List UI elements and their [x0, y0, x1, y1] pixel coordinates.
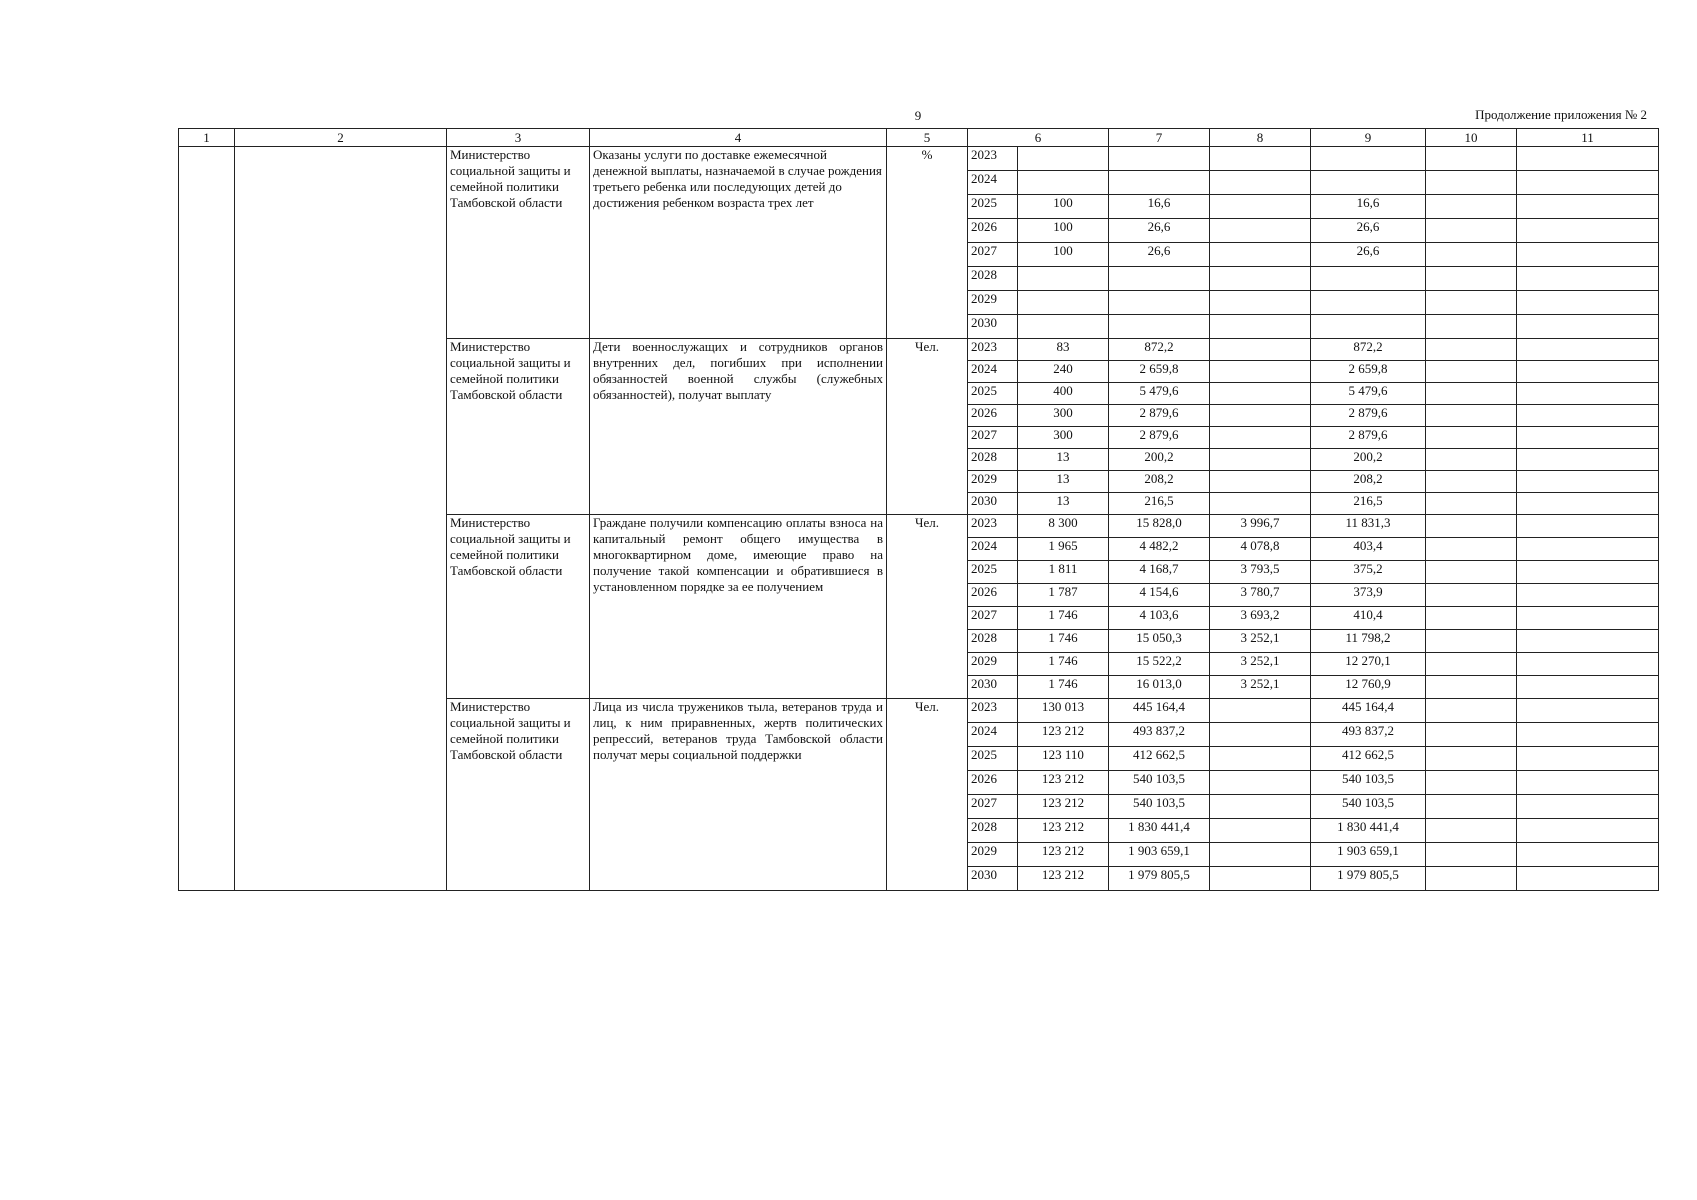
total-funding-cell: 4 482,2	[1109, 538, 1210, 561]
year-cell: 2030	[968, 676, 1018, 699]
federal-budget-cell: 3 252,1	[1210, 630, 1311, 653]
total-funding-cell: 1 830 441,4	[1109, 819, 1210, 843]
regional-budget-cell: 540 103,5	[1311, 795, 1426, 819]
col-11-cell	[1517, 630, 1659, 653]
unit-of-measure: %	[887, 147, 968, 339]
col-11-cell	[1517, 747, 1659, 771]
col-10-cell	[1426, 243, 1517, 267]
col-10-cell	[1426, 819, 1517, 843]
total-funding-cell: 2 879,6	[1109, 405, 1210, 427]
col-10-cell	[1426, 147, 1517, 171]
federal-budget-cell	[1210, 449, 1311, 471]
col-10-cell	[1426, 449, 1517, 471]
col-11-cell	[1517, 561, 1659, 584]
indicator-description: Дети военнослужащих и сотрудников органов внутренних дел, погибших при исполнении обязанностей военной службы (служебных обязанностей), получат выплату	[590, 339, 887, 515]
year-cell: 2026	[968, 771, 1018, 795]
responsible-org: Министерство социальной защиты и семейной политики Тамбовской области	[447, 147, 590, 339]
total-funding-cell: 16 013,0	[1109, 676, 1210, 699]
indicator-value-cell: 123 212	[1018, 819, 1109, 843]
col-11-cell	[1517, 383, 1659, 405]
year-cell: 2025	[968, 195, 1018, 219]
regional-budget-cell: 375,2	[1311, 561, 1426, 584]
regional-budget-cell: 26,6	[1311, 219, 1426, 243]
col-11-cell	[1517, 699, 1659, 723]
indicator-description: Лица из числа тружеников тыла, ветеранов труда и лиц, к ним приравненных, жертв политических репрессий, ветеранов труда Тамбовской области получат меры социальной поддержки	[590, 699, 887, 891]
col-10-cell	[1426, 267, 1517, 291]
total-funding-cell	[1109, 291, 1210, 315]
indicator-value-cell: 1 811	[1018, 561, 1109, 584]
col-10-cell	[1426, 584, 1517, 607]
total-funding-cell	[1109, 315, 1210, 339]
federal-budget-cell	[1210, 383, 1311, 405]
indicator-value-cell: 1 746	[1018, 607, 1109, 630]
total-funding-cell: 493 837,2	[1109, 723, 1210, 747]
indicator-value-cell: 123 212	[1018, 771, 1109, 795]
header-col-10: 10	[1426, 129, 1517, 147]
federal-budget-cell	[1210, 405, 1311, 427]
indicator-value-cell	[1018, 315, 1109, 339]
total-funding-cell: 540 103,5	[1109, 771, 1210, 795]
page-number: 9	[914, 108, 922, 123]
col-10-cell	[1426, 653, 1517, 676]
col-10-cell	[1426, 195, 1517, 219]
col-11-cell	[1517, 515, 1659, 538]
unit-of-measure: Чел.	[887, 699, 968, 891]
col-11-cell	[1517, 843, 1659, 867]
col-10-cell	[1426, 315, 1517, 339]
indicator-value-cell: 400	[1018, 383, 1109, 405]
col-11-cell	[1517, 584, 1659, 607]
regional-budget-cell: 410,4	[1311, 607, 1426, 630]
federal-budget-cell	[1210, 219, 1311, 243]
year-cell: 2025	[968, 561, 1018, 584]
indicator-value-cell: 240	[1018, 361, 1109, 383]
col-11-cell	[1517, 723, 1659, 747]
year-cell: 2027	[968, 607, 1018, 630]
total-funding-cell: 5 479,6	[1109, 383, 1210, 405]
year-cell: 2028	[968, 449, 1018, 471]
federal-budget-cell: 3 252,1	[1210, 676, 1311, 699]
col-10-cell	[1426, 383, 1517, 405]
col-2-cell	[235, 147, 447, 891]
col-11-cell	[1517, 471, 1659, 493]
col-10-cell	[1426, 291, 1517, 315]
indicator-value-cell	[1018, 147, 1109, 171]
col-11-cell	[1517, 339, 1659, 361]
federal-budget-cell	[1210, 315, 1311, 339]
col-10-cell	[1426, 561, 1517, 584]
federal-budget-cell: 3 780,7	[1210, 584, 1311, 607]
indicator-value-cell: 123 212	[1018, 867, 1109, 891]
responsible-org: Министерство социальной защиты и семейной политики Тамбовской области	[447, 699, 590, 891]
indicator-description: Оказаны услуги по доставке ежемесячной денежной выплаты, назначаемой в случае рождения третьего ребенка или последующих детей до достижения ребенком возраста трех лет	[590, 147, 887, 339]
col-10-cell	[1426, 723, 1517, 747]
col-11-cell	[1517, 538, 1659, 561]
total-funding-cell: 2 879,6	[1109, 427, 1210, 449]
header-col-7: 7	[1109, 129, 1210, 147]
total-funding-cell: 16,6	[1109, 195, 1210, 219]
regional-budget-cell	[1311, 267, 1426, 291]
regional-budget-cell: 1 903 659,1	[1311, 843, 1426, 867]
col-10-cell	[1426, 515, 1517, 538]
regional-budget-cell: 2 659,8	[1311, 361, 1426, 383]
year-cell: 2029	[968, 291, 1018, 315]
year-cell: 2024	[968, 361, 1018, 383]
total-funding-cell: 445 164,4	[1109, 699, 1210, 723]
indicator-value-cell: 100	[1018, 243, 1109, 267]
indicator-value-cell: 300	[1018, 427, 1109, 449]
col-10-cell	[1426, 795, 1517, 819]
total-funding-cell: 412 662,5	[1109, 747, 1210, 771]
responsible-org: Министерство социальной защиты и семейной политики Тамбовской области	[447, 515, 590, 699]
federal-budget-cell	[1210, 195, 1311, 219]
regional-budget-cell: 26,6	[1311, 243, 1426, 267]
regional-budget-cell: 216,5	[1311, 493, 1426, 515]
total-funding-cell: 1 903 659,1	[1109, 843, 1210, 867]
col-11-cell	[1517, 315, 1659, 339]
indicator-value-cell: 130 013	[1018, 699, 1109, 723]
indicator-value-cell: 100	[1018, 195, 1109, 219]
col-11-cell	[1517, 147, 1659, 171]
year-cell: 2027	[968, 243, 1018, 267]
total-funding-cell	[1109, 147, 1210, 171]
federal-budget-cell	[1210, 795, 1311, 819]
col-11-cell	[1517, 427, 1659, 449]
header-col-11: 11	[1517, 129, 1659, 147]
regional-budget-cell	[1311, 171, 1426, 195]
indicator-value-cell: 1 746	[1018, 653, 1109, 676]
col-1-cell	[179, 147, 235, 891]
year-cell: 2023	[968, 515, 1018, 538]
header-col-2: 2	[235, 129, 447, 147]
year-cell: 2029	[968, 843, 1018, 867]
regional-budget-cell: 1 979 805,5	[1311, 867, 1426, 891]
regional-budget-cell: 5 479,6	[1311, 383, 1426, 405]
regional-budget-cell: 373,9	[1311, 584, 1426, 607]
col-11-cell	[1517, 867, 1659, 891]
regional-budget-cell: 16,6	[1311, 195, 1426, 219]
total-funding-cell: 872,2	[1109, 339, 1210, 361]
year-cell: 2030	[968, 493, 1018, 515]
indicator-description: Граждане получили компенсацию оплаты взноса на капитальный ремонт общего имущества в многоквартирном доме, имеющие право на получение такой компенсации и обратившиеся в установленном порядке за ее получением	[590, 515, 887, 699]
indicator-value-cell: 1 746	[1018, 676, 1109, 699]
col-10-cell	[1426, 427, 1517, 449]
header-col-1: 1	[179, 129, 235, 147]
year-cell: 2026	[968, 219, 1018, 243]
federal-budget-cell	[1210, 747, 1311, 771]
regional-budget-cell: 2 879,6	[1311, 405, 1426, 427]
total-funding-cell: 4 168,7	[1109, 561, 1210, 584]
col-11-cell	[1517, 171, 1659, 195]
col-10-cell	[1426, 630, 1517, 653]
col-10-cell	[1426, 219, 1517, 243]
year-cell: 2029	[968, 471, 1018, 493]
col-11-cell	[1517, 267, 1659, 291]
regional-budget-cell: 11 798,2	[1311, 630, 1426, 653]
federal-budget-cell: 3 252,1	[1210, 653, 1311, 676]
year-cell: 2025	[968, 747, 1018, 771]
col-11-cell	[1517, 493, 1659, 515]
regional-budget-cell: 872,2	[1311, 339, 1426, 361]
unit-of-measure: Чел.	[887, 515, 968, 699]
col-11-cell	[1517, 676, 1659, 699]
col-11-cell	[1517, 771, 1659, 795]
total-funding-cell	[1109, 171, 1210, 195]
table-row	[179, 147, 1659, 171]
total-funding-cell: 15 828,0	[1109, 515, 1210, 538]
indicator-value-cell: 8 300	[1018, 515, 1109, 538]
col-11-cell	[1517, 607, 1659, 630]
total-funding-cell: 216,5	[1109, 493, 1210, 515]
unit-of-measure: Чел.	[887, 339, 968, 515]
year-cell: 2029	[968, 653, 1018, 676]
col-10-cell	[1426, 771, 1517, 795]
federal-budget-cell	[1210, 471, 1311, 493]
col-11-cell	[1517, 449, 1659, 471]
header-col-8: 8	[1210, 129, 1311, 147]
col-10-cell	[1426, 493, 1517, 515]
col-11-cell	[1517, 405, 1659, 427]
col-10-cell	[1426, 699, 1517, 723]
federal-budget-cell	[1210, 147, 1311, 171]
header-col-4: 4	[590, 129, 887, 147]
total-funding-cell: 200,2	[1109, 449, 1210, 471]
year-cell: 2030	[968, 867, 1018, 891]
header-col-6: 6	[968, 129, 1109, 147]
col-11-cell	[1517, 819, 1659, 843]
indicator-value-cell: 300	[1018, 405, 1109, 427]
indicator-value-cell: 123 212	[1018, 795, 1109, 819]
col-10-cell	[1426, 843, 1517, 867]
col-10-cell	[1426, 676, 1517, 699]
federal-budget-cell	[1210, 771, 1311, 795]
col-11-cell	[1517, 795, 1659, 819]
federal-budget-cell	[1210, 819, 1311, 843]
header-row	[179, 129, 1659, 147]
continuation-label: Продолжение приложения № 2	[1475, 107, 1647, 122]
col-11-cell	[1517, 653, 1659, 676]
total-funding-cell: 208,2	[1109, 471, 1210, 493]
header-col-3: 3	[447, 129, 590, 147]
indicator-value-cell: 100	[1018, 219, 1109, 243]
regional-budget-cell: 200,2	[1311, 449, 1426, 471]
col-10-cell	[1426, 747, 1517, 771]
federal-budget-cell: 3 793,5	[1210, 561, 1311, 584]
indicator-value-cell	[1018, 291, 1109, 315]
year-cell: 2027	[968, 427, 1018, 449]
federal-budget-cell	[1210, 723, 1311, 747]
indicator-value-cell: 123 110	[1018, 747, 1109, 771]
col-10-cell	[1426, 538, 1517, 561]
col-11-cell	[1517, 291, 1659, 315]
year-cell: 2026	[968, 405, 1018, 427]
year-cell: 2028	[968, 630, 1018, 653]
regional-budget-cell	[1311, 315, 1426, 339]
program-table	[178, 128, 1659, 891]
regional-budget-cell: 403,4	[1311, 538, 1426, 561]
regional-budget-cell	[1311, 147, 1426, 171]
col-10-cell	[1426, 405, 1517, 427]
regional-budget-cell: 445 164,4	[1311, 699, 1426, 723]
federal-budget-cell	[1210, 171, 1311, 195]
federal-budget-cell	[1210, 339, 1311, 361]
regional-budget-cell: 1 830 441,4	[1311, 819, 1426, 843]
indicator-value-cell: 1 965	[1018, 538, 1109, 561]
indicator-value-cell	[1018, 267, 1109, 291]
col-10-cell	[1426, 339, 1517, 361]
year-cell: 2024	[968, 723, 1018, 747]
federal-budget-cell	[1210, 267, 1311, 291]
total-funding-cell: 2 659,8	[1109, 361, 1210, 383]
col-11-cell	[1517, 219, 1659, 243]
indicator-value-cell: 123 212	[1018, 843, 1109, 867]
federal-budget-cell	[1210, 291, 1311, 315]
federal-budget-cell	[1210, 867, 1311, 891]
indicator-value-cell: 123 212	[1018, 723, 1109, 747]
year-cell: 2030	[968, 315, 1018, 339]
col-11-cell	[1517, 243, 1659, 267]
year-cell: 2027	[968, 795, 1018, 819]
total-funding-cell	[1109, 267, 1210, 291]
year-cell: 2028	[968, 819, 1018, 843]
regional-budget-cell: 412 662,5	[1311, 747, 1426, 771]
regional-budget-cell: 493 837,2	[1311, 723, 1426, 747]
year-cell: 2023	[968, 699, 1018, 723]
col-10-cell	[1426, 171, 1517, 195]
total-funding-cell: 15 522,2	[1109, 653, 1210, 676]
indicator-value-cell: 13	[1018, 449, 1109, 471]
col-11-cell	[1517, 361, 1659, 383]
total-funding-cell: 1 979 805,5	[1109, 867, 1210, 891]
total-funding-cell: 26,6	[1109, 219, 1210, 243]
federal-budget-cell: 4 078,8	[1210, 538, 1311, 561]
regional-budget-cell: 12 760,9	[1311, 676, 1426, 699]
federal-budget-cell	[1210, 361, 1311, 383]
year-cell: 2023	[968, 147, 1018, 171]
federal-budget-cell	[1210, 843, 1311, 867]
header-col-9: 9	[1311, 129, 1426, 147]
regional-budget-cell: 208,2	[1311, 471, 1426, 493]
year-cell: 2028	[968, 267, 1018, 291]
federal-budget-cell	[1210, 243, 1311, 267]
col-10-cell	[1426, 867, 1517, 891]
year-cell: 2024	[968, 538, 1018, 561]
indicator-value-cell: 13	[1018, 493, 1109, 515]
total-funding-cell: 26,6	[1109, 243, 1210, 267]
regional-budget-cell: 12 270,1	[1311, 653, 1426, 676]
year-cell: 2023	[968, 339, 1018, 361]
col-10-cell	[1426, 471, 1517, 493]
year-cell: 2025	[968, 383, 1018, 405]
col-10-cell	[1426, 361, 1517, 383]
indicator-value-cell: 13	[1018, 471, 1109, 493]
federal-budget-cell: 3 693,2	[1210, 607, 1311, 630]
total-funding-cell: 540 103,5	[1109, 795, 1210, 819]
federal-budget-cell	[1210, 493, 1311, 515]
indicator-value-cell	[1018, 171, 1109, 195]
table-body	[179, 147, 1659, 891]
total-funding-cell: 4 103,6	[1109, 607, 1210, 630]
indicator-value-cell: 1 787	[1018, 584, 1109, 607]
regional-budget-cell: 540 103,5	[1311, 771, 1426, 795]
indicator-value-cell: 83	[1018, 339, 1109, 361]
indicator-value-cell: 1 746	[1018, 630, 1109, 653]
regional-budget-cell	[1311, 291, 1426, 315]
col-10-cell	[1426, 607, 1517, 630]
regional-budget-cell: 11 831,3	[1311, 515, 1426, 538]
regional-budget-cell: 2 879,6	[1311, 427, 1426, 449]
year-cell: 2026	[968, 584, 1018, 607]
federal-budget-cell	[1210, 699, 1311, 723]
responsible-org: Министерство социальной защиты и семейной политики Тамбовской области	[447, 339, 590, 515]
total-funding-cell: 15 050,3	[1109, 630, 1210, 653]
year-cell: 2024	[968, 171, 1018, 195]
total-funding-cell: 4 154,6	[1109, 584, 1210, 607]
federal-budget-cell	[1210, 427, 1311, 449]
col-11-cell	[1517, 195, 1659, 219]
header-col-5: 5	[887, 129, 968, 147]
federal-budget-cell: 3 996,7	[1210, 515, 1311, 538]
